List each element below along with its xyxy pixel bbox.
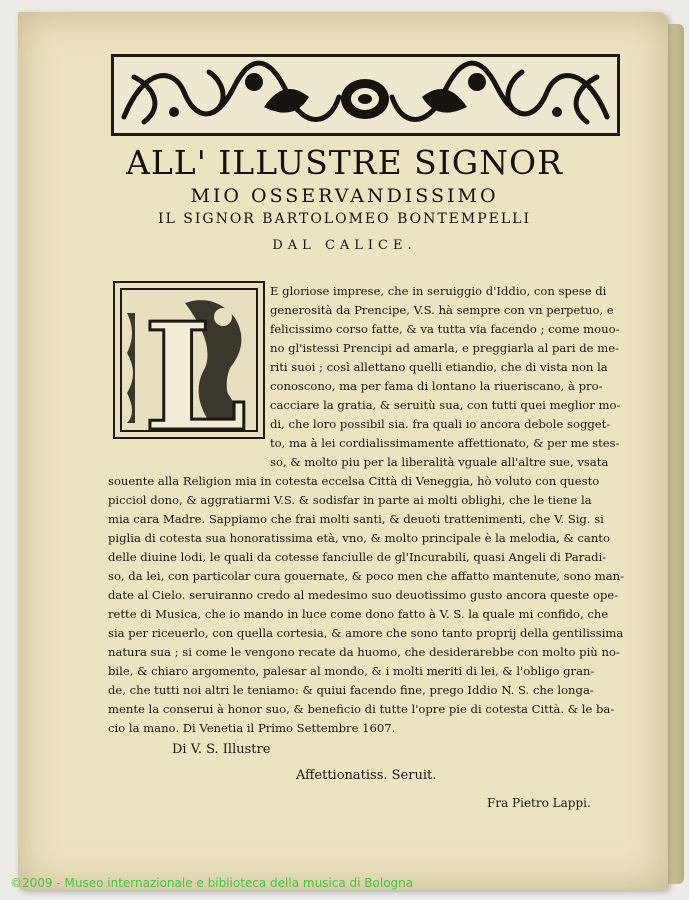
body-line: generosità da Prencipe, V.S. hà sempre con vn perpetuo, e [270,303,614,317]
dedication-subtitle: MIO OSSERVANDISSIMO [190,185,499,207]
body-line: natura sua ; si come le vengono recate da huomo, che desiderarebbe con molto più no- [108,645,620,659]
initial-letter: L [143,290,248,437]
body-line: mente la conserui à honor suo, & beneficio di tutte l'opre pie di cotesta Città. & le ba- [108,702,615,716]
closing-signature: Fra Pietro Lappi. [487,796,591,810]
decorated-initial [113,281,265,439]
body-line: to, ma à lei cordialissimamente affettionato, & per me stes- [270,436,620,450]
ornamental-header-band [111,54,620,136]
body-line: E gloriose imprese, che in seruiggio d'Iddio, con spese di [270,284,607,298]
body-line: rette di Musica, che io mando in luce come dono fatto à V. S. la quale mi confido, che [108,607,609,621]
body-line: riti suoi ; così allettano quelli etiandio, che di vista non la [270,360,608,374]
dedicatee-epithet: DAL CALICE. [272,238,417,253]
dedication-title: ALL' ILLUSTRE SIGNOR [126,143,563,182]
body-line: piglia di cotesta sua honoratissima età, vno, & molto principale è la melodia, & canto [108,531,610,545]
dedicatee-name: IL SIGNOR BARTOLOMEO BONTEMPELLI [158,211,531,227]
body-line: bile, & chiaro argomento, palesar al mondo, & i molti meriti di lei, & l'obligo gran- [108,664,595,678]
decorated-initial-picture [115,283,263,437]
body-line: conoscono, ma per fama di lontano la riueriscano, à pro- [270,379,603,393]
body-line: sia per riceuerlo, con quella cortesia, & amore che sono tanto proprij della gentilissima [108,626,624,640]
body-line: picciol dono, & aggratiarmi V.S. & sodisfar in parte ai molti oblighi, che le tiene la [108,493,592,507]
closing-salutation: Di V. S. Illustre [172,742,271,757]
body-line: felicissimo corso fatte, & va tutta via facendo ; come mouo- [270,322,620,336]
body-line: de, che tutti noi altri le teniamo: & quiui facendo fine, prego Iddio N. S. che longa- [108,683,594,697]
body-line: mia cara Madre. Sappiamo che frai molti santi, & deuoti trattenimenti, che V. Sig. si [108,512,604,526]
body-line: cio la mano. Di Venetia il Primo Settembre 1607. [108,721,396,735]
body-line: souente alla Religion mia in cotesta eccelsa Città di Veneggia, hò voluto con questo [108,474,600,488]
body-line: no gl'istessi Prencipi ad amarla, e preggiarla al pari de me- [270,341,619,355]
body-line: so, & molto piu per la liberalità vguale all'altre sue, vsata [270,455,609,469]
body-line: di, che loro possibil sia. fra quali io ancora debole sogget- [270,417,611,431]
body-line: date al Cielo. seruiranno credo al medesimo suo deuotissimo gusto ancora queste ope- [108,588,619,602]
ornament-scrollwork [114,57,617,133]
body-line: delle diuine lodi, le quali da cotesse fanciulle de gl'Incurabili, quasi Angeli di Paradi- [108,550,607,564]
body-line: so, da lei, con particolar cura gouernate, & poco men che affatto mantenute, sono man- [108,569,624,583]
closing-valediction: Affettionatiss. Seruit. [296,768,437,783]
body-line: cacciare la gratia, & seruitù sua, con tutti quei meglior mo- [270,398,621,412]
copyright-watermark: ©2009 - Museo internazionale e biblioteca della musica di Bologna [10,876,414,890]
